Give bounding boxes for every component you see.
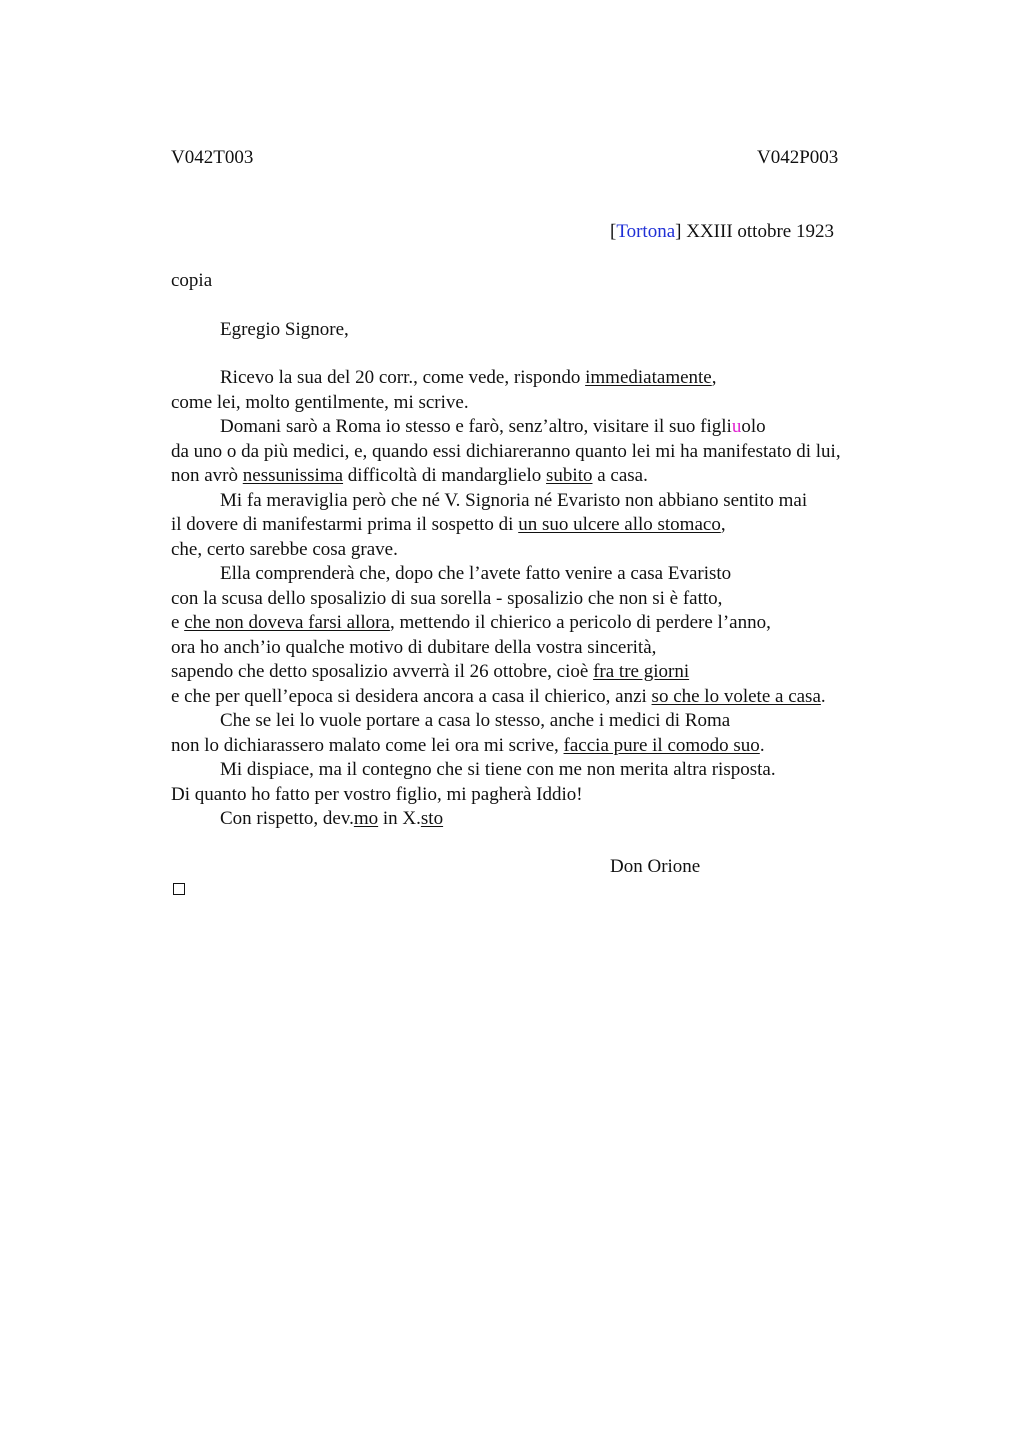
text-span: .	[759, 734, 765, 756]
underlined-text: sto	[420, 808, 444, 829]
text-span: il dovere di manifestarmi prima il sospetto di	[171, 514, 519, 535]
body-line: con la scusa dello sposalizio di sua sorella - sposalizio che non si è fatto,	[171, 587, 723, 609]
date-text: XXIII ottobre 1923	[681, 221, 834, 242]
body-line: Mi dispiace, ma il contegno che si tiene con me non merita altra risposta.	[220, 759, 776, 780]
place-name: Tortona	[616, 221, 676, 242]
signature: Don Orione	[610, 856, 701, 877]
copia-label: copia	[171, 270, 213, 291]
text-span: in X.	[378, 808, 421, 829]
greeting: Egregio Signore,	[220, 319, 349, 340]
body-line: ora ho anch’io qualche motivo di dubitare della vostra sincerità,	[171, 636, 657, 658]
body-line: da uno o da più medici, e, quando essi dichiareranno quanto lei mi ha manifestato di lui,	[171, 440, 841, 462]
text-span: e che per quell’epoca si desidera ancora a casa il chierico, anzi	[171, 685, 652, 707]
text-span: non avrò	[171, 465, 243, 486]
document-code-right: V042P003	[757, 147, 839, 168]
text-span: difficoltà di mandarglielo	[343, 465, 547, 486]
text-span: a casa.	[592, 465, 648, 486]
body-line: Di quanto ho fatto per vostro figlio, mi pagherà Iddio!	[171, 783, 583, 805]
underlined-text: so che lo volete a casa	[651, 685, 821, 707]
underlined-text: mo	[353, 808, 379, 829]
text-span: non lo dichiarassero malato come lei ora mi scrive,	[171, 734, 564, 756]
closing-line	[171, 807, 931, 832]
date-line	[610, 220, 834, 244]
body-line: Che se lei lo vuole portare a casa lo stesso, anche i medici di Roma	[220, 710, 731, 731]
body-line: Ella comprenderà che, dopo che l’avete fatto venire a casa Evaristo	[220, 563, 732, 584]
text-span: olo	[741, 416, 766, 437]
emendation-letter: u	[731, 416, 742, 437]
end-of-document-square-icon	[173, 883, 185, 895]
underlined-text: immediatamente	[585, 367, 712, 388]
text-span: e	[171, 612, 185, 633]
text-span: ,	[711, 367, 717, 388]
body-line: Mi fa meraviglia però che né V. Signoria né Evaristo non abbiano sentito mai	[220, 489, 808, 511]
text-span: , mettendo il chierico a pericolo di perdere l’anno,	[389, 612, 771, 633]
body-line	[171, 366, 931, 391]
body-line: come lei, molto gentilmente, mi scrive.	[171, 391, 469, 413]
underlined-text: un suo ulcere allo stomaco	[518, 514, 721, 535]
body-line	[171, 464, 931, 489]
underlined-text: faccia pure il comodo suo	[563, 734, 760, 756]
underlined-text: che non doveva farsi allora	[184, 612, 390, 633]
bracket-open: [	[610, 221, 617, 242]
underlined-text: fra tre giorni	[593, 661, 690, 682]
document-code-left: V042T003	[171, 147, 254, 168]
body-line	[171, 685, 931, 710]
underlined-text: nessunissima	[242, 465, 344, 486]
text-span: sapendo che detto sposalizio avverrà il 26 ottobre, cioè	[171, 661, 594, 682]
text-span: Con rispetto, dev.	[220, 808, 354, 829]
body-line	[171, 513, 931, 538]
body-line: che, certo sarebbe cosa grave.	[171, 538, 398, 560]
body-line	[171, 734, 931, 759]
body-line	[171, 415, 931, 440]
text-span: Ricevo la sua del 20 corr., come vede, rispondo	[220, 367, 586, 388]
text-span: ,	[720, 514, 726, 535]
body-line	[171, 611, 931, 636]
underlined-text: subito	[546, 465, 593, 486]
bracket-close: ]	[675, 221, 682, 242]
text-span: Domani sarò a Roma io stesso e farò, senz’altro, visitare il suo figli	[220, 416, 732, 437]
letter-body	[171, 366, 931, 832]
body-line	[171, 660, 931, 685]
text-span: .	[820, 685, 826, 707]
